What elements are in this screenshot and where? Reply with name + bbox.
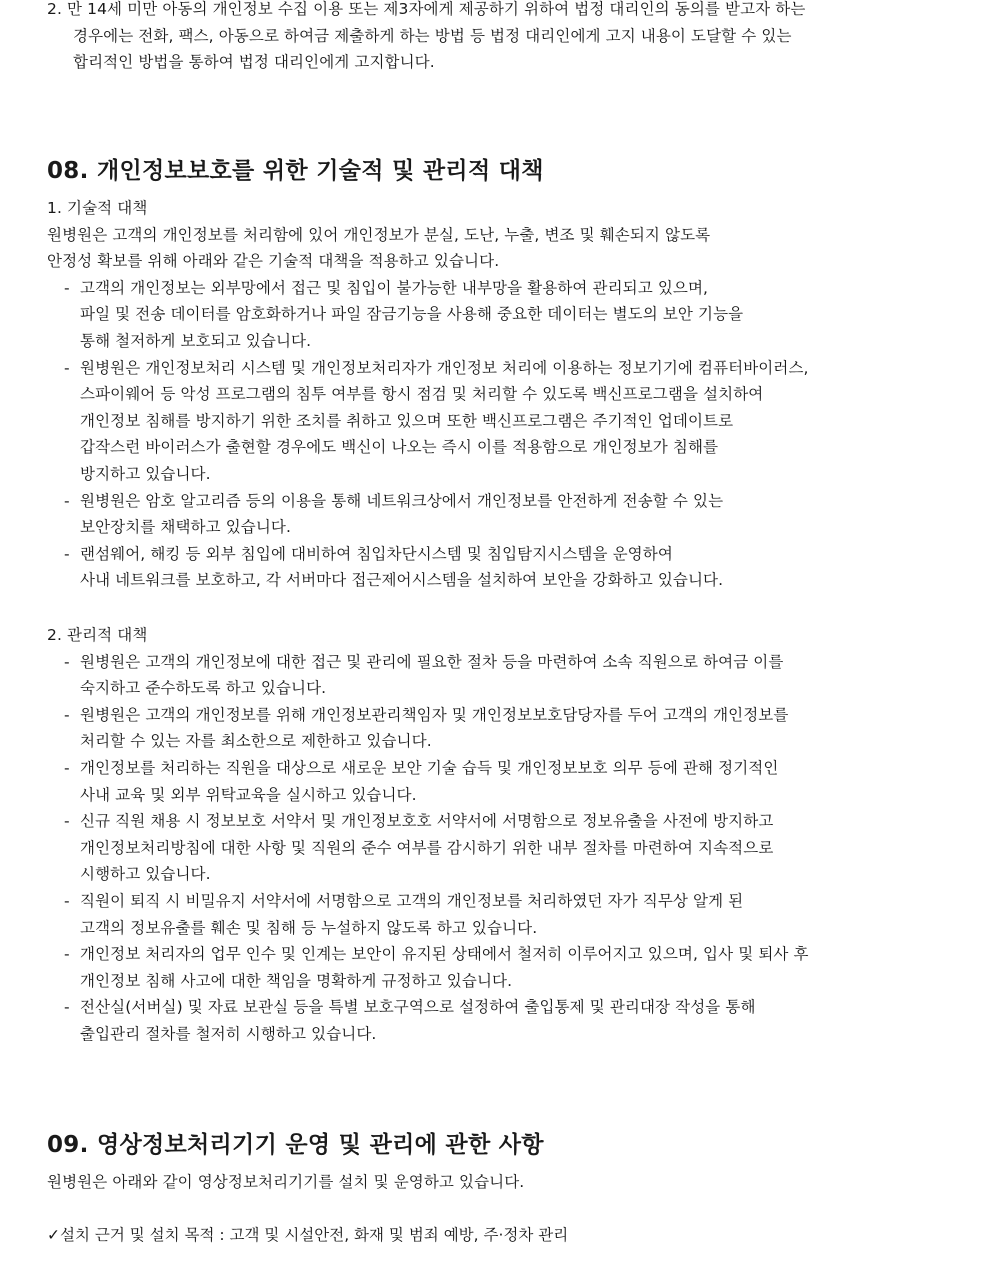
section-09 bbox=[47, 1129, 544, 1161]
check-mark-icon: ✓ bbox=[47, 1225, 60, 1244]
dash-marker: - bbox=[64, 278, 70, 297]
dash-marker: - bbox=[64, 544, 70, 563]
technical-item: - 원병원은 개인정보처리 시스템 및 개인정보처리자가 개인정보 처리에 이용하는 정보기기에 컴퓨터바이러스, 스파이웨어 등 악성 프로그램의 침투 여부를 항시 점검 및 처리할 수 있도록 백신프로그램을 설치하여 개인정보 침해를 방지하기 위한 조치를 취하고 있으며 또한 백신프로그램은 주기적인 업데이트로 갑작스런 바이러스가 출현할 경우에도 백신이 나오는 즉시 이를 적용함으로 개인정보가 침해를 방지하고 있습니다. bbox=[47, 355, 809, 488]
section-08-title: 08. 개인정보보호를 위한 기술적 및 관리적 대책 bbox=[47, 158, 544, 184]
check-item bbox=[47, 1222, 568, 1249]
technical-intro-line: 안정성 확보를 위해 아래와 같은 기술적 대책을 적용하고 있습니다. bbox=[47, 252, 500, 271]
intro-item bbox=[47, 0, 805, 76]
managerial-item: - 전산실(서버실) 및 자료 보관실 등을 특별 보호구역으로 설정하여 출입통제 및 관리대장 작성을 통해 출입관리 절차를 철저히 시행하고 있습니다. bbox=[47, 994, 809, 1047]
dash-marker: - bbox=[64, 705, 70, 724]
managerial-item: - 신규 직원 채용 시 정보보호 서약서 및 개인정보호호 서약서에 서명함으로 정보유출을 사전에 방지하고 개인정보처리방침에 대한 사항 및 직원의 준수 여부를 감시하기 위한 내부 절차를 마련하여 지속적으로 시행하고 있습니다. bbox=[47, 808, 809, 888]
managerial-item: - 원병원은 고객의 개인정보에 대한 접근 및 관리에 필요한 절차 등을 마련하여 소속 직원으로 하여금 이를 숙지하고 준수하도록 하고 있습니다. bbox=[47, 649, 809, 702]
managerial-item: - 원병원은 고객의 개인정보를 위해 개인정보관리책임자 및 개인정보보호담당자를 두어 고객의 개인정보를 처리할 수 있는 자를 최소한으로 제한하고 있습니다. bbox=[47, 702, 809, 755]
technical-item: - 원병원은 암호 알고리즘 등의 이용을 통해 네트워크상에서 개인정보를 안전하게 전송할 수 있는 보안장치를 채택하고 있습니다. bbox=[47, 488, 809, 541]
section-08 bbox=[47, 155, 544, 187]
check-item-text: 설치 근거 및 설치 목적 : 고객 및 시설안전, 화재 및 범죄 예방, 주·정차 관리 bbox=[60, 1225, 569, 1244]
technical-item: - 고객의 개인정보는 외부망에서 접근 및 침입이 불가능한 내부망을 활용하여 관리되고 있으며, 파일 및 전송 데이터를 암호화하거나 파일 잠금기능을 사용해 중요한 데이터는 별도의 보안 기능을 통해 철저하게 보호되고 있습니다. bbox=[47, 275, 809, 355]
managerial-item: - 직원이 퇴직 시 비밀유지 서약서에 서명함으로 고객의 개인정보를 처리하였던 자가 직무상 알게 된 고객의 정보유출를 훼손 및 침해 등 누설하지 않도록 하고 있습니다. bbox=[47, 888, 809, 941]
technical-heading: 1. 기술적 대책 bbox=[47, 199, 148, 217]
managerial-item: - 개인정보를 처리하는 직원을 대상으로 새로운 보안 기술 습득 및 개인정보보호 의무 등에 관해 정기적인 사내 교육 및 외부 위탁교육을 실시하고 있습니다. bbox=[47, 755, 809, 808]
dash-marker: - bbox=[64, 358, 70, 377]
section-09-title: 09. 영상정보처리기기 운영 및 관리에 관한 사항 bbox=[47, 1132, 544, 1158]
managerial-item: - 개인정보 처리자의 업무 인수 및 인계는 보안이 유지된 상태에서 철저히 이루어지고 있으며, 입사 및 퇴사 후 개인정보 침해 사고에 대한 책임을 명확하게 규정하고 있습니다. bbox=[47, 941, 809, 994]
dash-marker: - bbox=[64, 491, 70, 510]
intro-item-number: 2. bbox=[47, 0, 62, 18]
managerial-heading: 2. 관리적 대책 bbox=[47, 626, 148, 644]
dash-marker: - bbox=[64, 758, 70, 777]
dash-marker: - bbox=[64, 652, 70, 671]
intro-item-line: 2. 만 14세 미만 아동의 개인정보 수집 이용 또는 제3자에게 제공하기 위하여 법정 대리인의 동의를 받고자 하는 bbox=[47, 0, 806, 18]
dash-marker: - bbox=[64, 945, 70, 964]
section-09-body bbox=[47, 1169, 568, 1248]
technical-measures bbox=[47, 195, 809, 594]
dash-marker: - bbox=[64, 812, 70, 831]
managerial-measures bbox=[47, 622, 809, 1048]
technical-item: - 랜섬웨어, 해킹 등 외부 침입에 대비하여 침입차단시스템 및 침입탐지시스템을 운영하여 사내 네트워크를 보호하고, 각 서버마다 접근제어시스템을 설치하여 보안을 강화하고 있습니다. bbox=[47, 541, 809, 594]
intro-item-line: 합리적인 방법을 통하여 법정 대리인에게 고지합니다. bbox=[73, 53, 435, 72]
section-09-intro: 원병원은 아래와 같이 영상정보처리기기를 설치 및 운영하고 있습니다. bbox=[47, 1173, 525, 1191]
dash-marker: - bbox=[64, 891, 70, 910]
intro-item-line: 경우에는 전화, 팩스, 아동으로 하여금 제출하게 하는 방법 등 법정 대리인에게 고지 내용이 도달할 수 있는 bbox=[73, 26, 792, 45]
dash-marker: - bbox=[64, 998, 70, 1017]
technical-intro-line: 원병원은 고객의 개인정보를 처리함에 있어 개인정보가 분실, 도난, 누출, 변조 및 훼손되지 않도록 bbox=[47, 225, 711, 244]
